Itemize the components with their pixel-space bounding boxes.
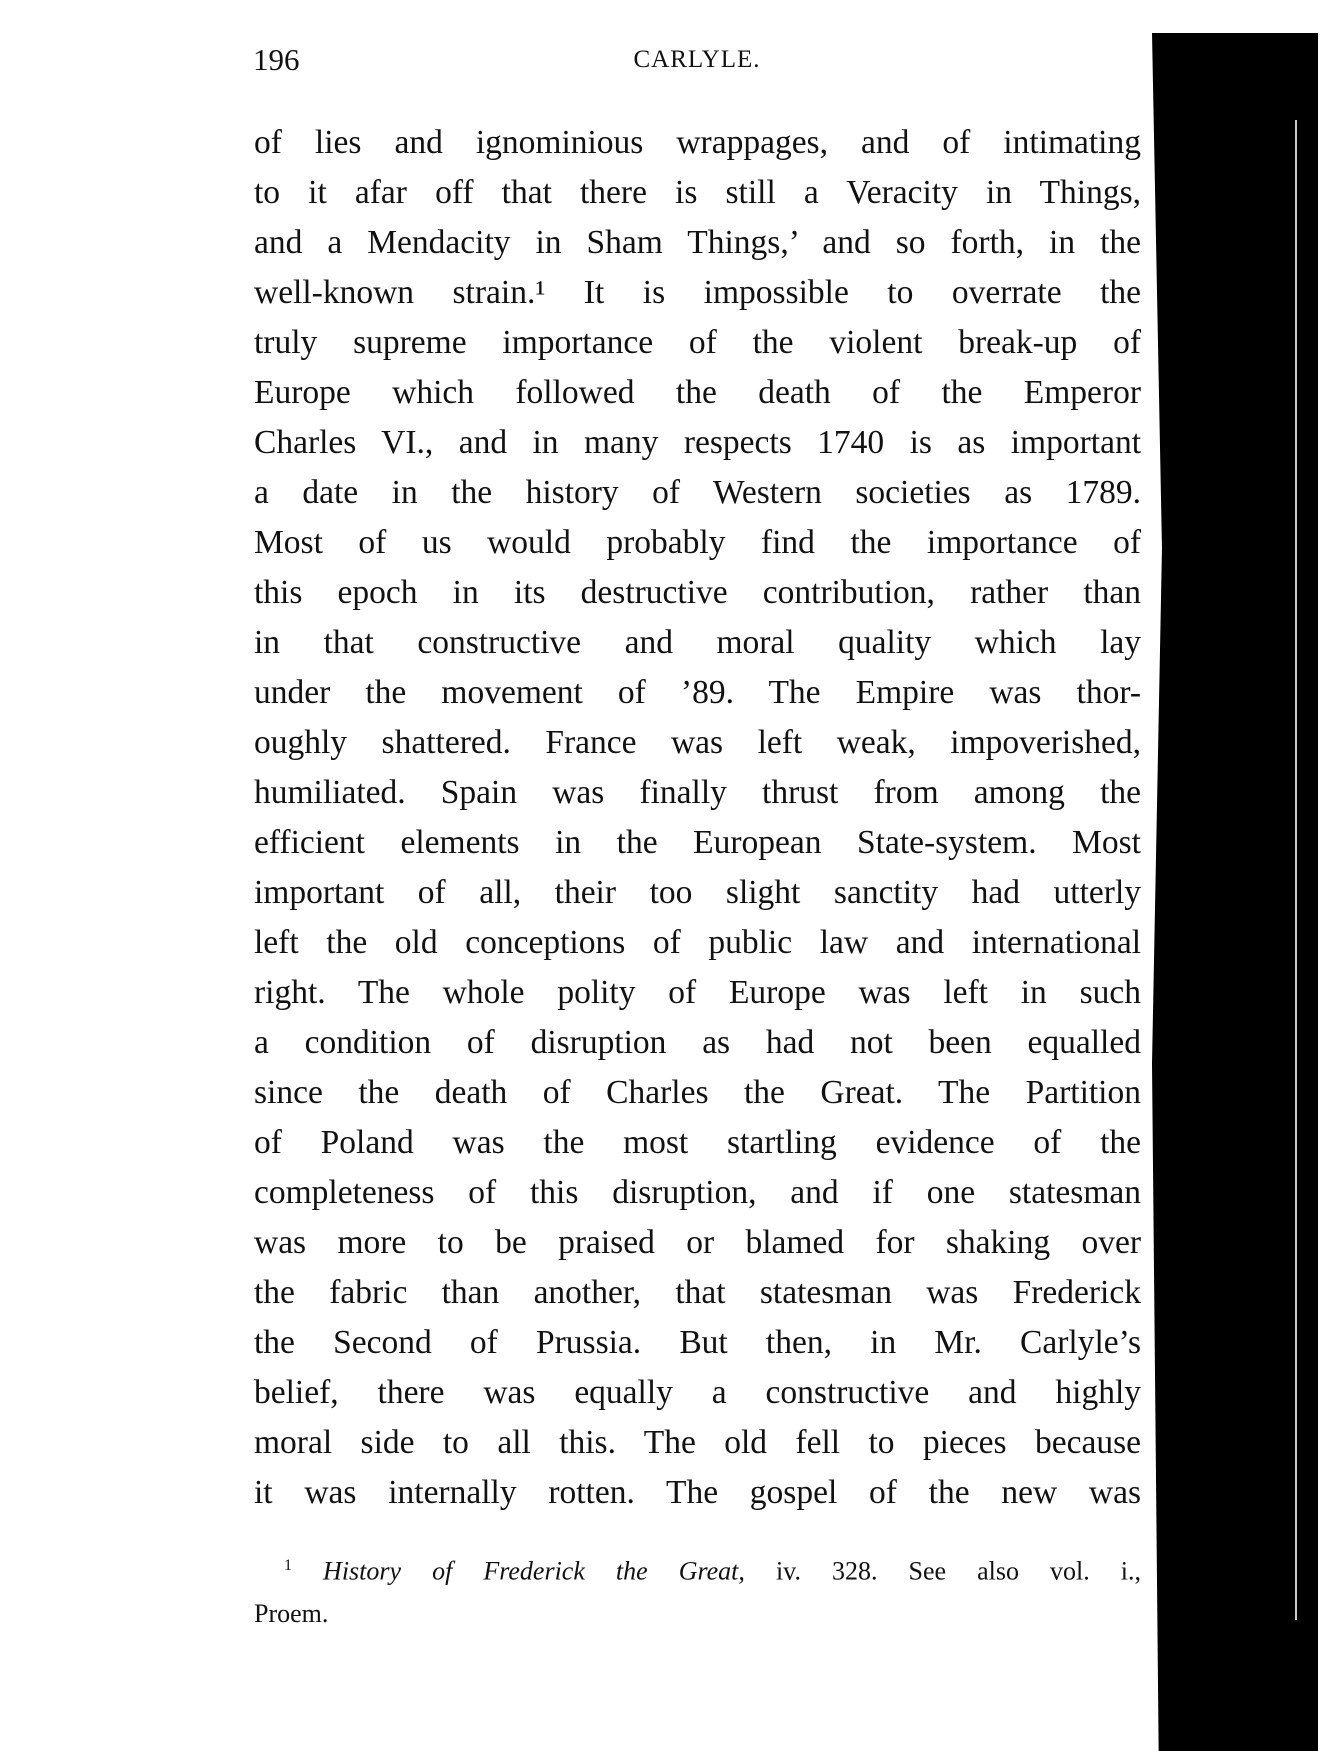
text-line: to it afar off that there is still a Veracity in Things, [254,174,1141,211]
text-line: it was internally rotten. The gospel of the new was [254,1474,1141,1511]
text-line: the Second of Prussia. But then, in Mr. Carlyle’s [254,1324,1141,1361]
text-line: Most of us would probably find the importance of [254,524,1141,561]
text-line: oughly shattered. France was left weak, impoverished, [254,724,1141,761]
text-line: well-known strain.¹ It is impossible to overrate the [254,274,1141,311]
footnote-line-2: Proem. [254,1598,329,1628]
footnote [254,1545,1141,1635]
binding-shadow [1152,33,1318,1751]
text-line: efficient elements in the European State-system. Most [254,824,1141,861]
text-line: important of all, their too slight sanctity had utterly [254,874,1141,911]
body-text [254,118,1141,1518]
text-line: moral side to all this. The old fell to pieces because [254,1424,1141,1461]
page-number: 196 [253,42,300,77]
text-line: since the death of Charles the Great. The Partition [254,1074,1141,1111]
text-line: was more to be praised or blamed for shaking over [254,1224,1141,1261]
text-line: of Poland was the most startling evidence of the [254,1124,1141,1161]
text-line: and a Mendacity in Sham Things,’ and so forth, in the [254,224,1141,261]
footnote-reference: iv. 328. See also vol. i., [744,1556,1142,1586]
text-line: completeness of this disruption, and if one statesman [254,1174,1141,1211]
text-line: truly supreme importance of the violent break-up of [254,324,1141,361]
text-line: Charles VI., and in many respects 1740 is as important [254,424,1141,461]
text-line: left the old conceptions of public law and international [254,924,1141,961]
footnote-marker: 1 [284,1557,292,1574]
text-line: in that constructive and moral quality which lay [254,624,1141,661]
running-head: CARLYLE. [633,46,761,73]
binding-edge [1295,120,1297,1620]
text-line: of lies and ignominious wrappages, and of intimating [254,124,1141,161]
footnote-title: History of Frederick the Great, [323,1556,745,1586]
text-line: under the movement of ’89. The Empire was thor- [254,674,1141,711]
page-header [253,42,1141,82]
text-line: a date in the history of Western societies as 1789. [254,474,1141,511]
text-line: a condition of disruption as had not been equalled [254,1024,1141,1061]
text-line: humiliated. Spain was finally thrust from among the [254,774,1141,811]
text-line: the fabric than another, that statesman was Frederick [254,1274,1141,1311]
text-line: this epoch in its destructive contribution, rather than [254,574,1141,611]
footnote-line-1 [254,1545,1141,1593]
text-line: right. The whole polity of Europe was left in such [254,974,1141,1011]
text-line: belief, there was equally a constructive and highly [254,1374,1141,1411]
text-line: Europe which followed the death of the Emperor [254,374,1141,411]
